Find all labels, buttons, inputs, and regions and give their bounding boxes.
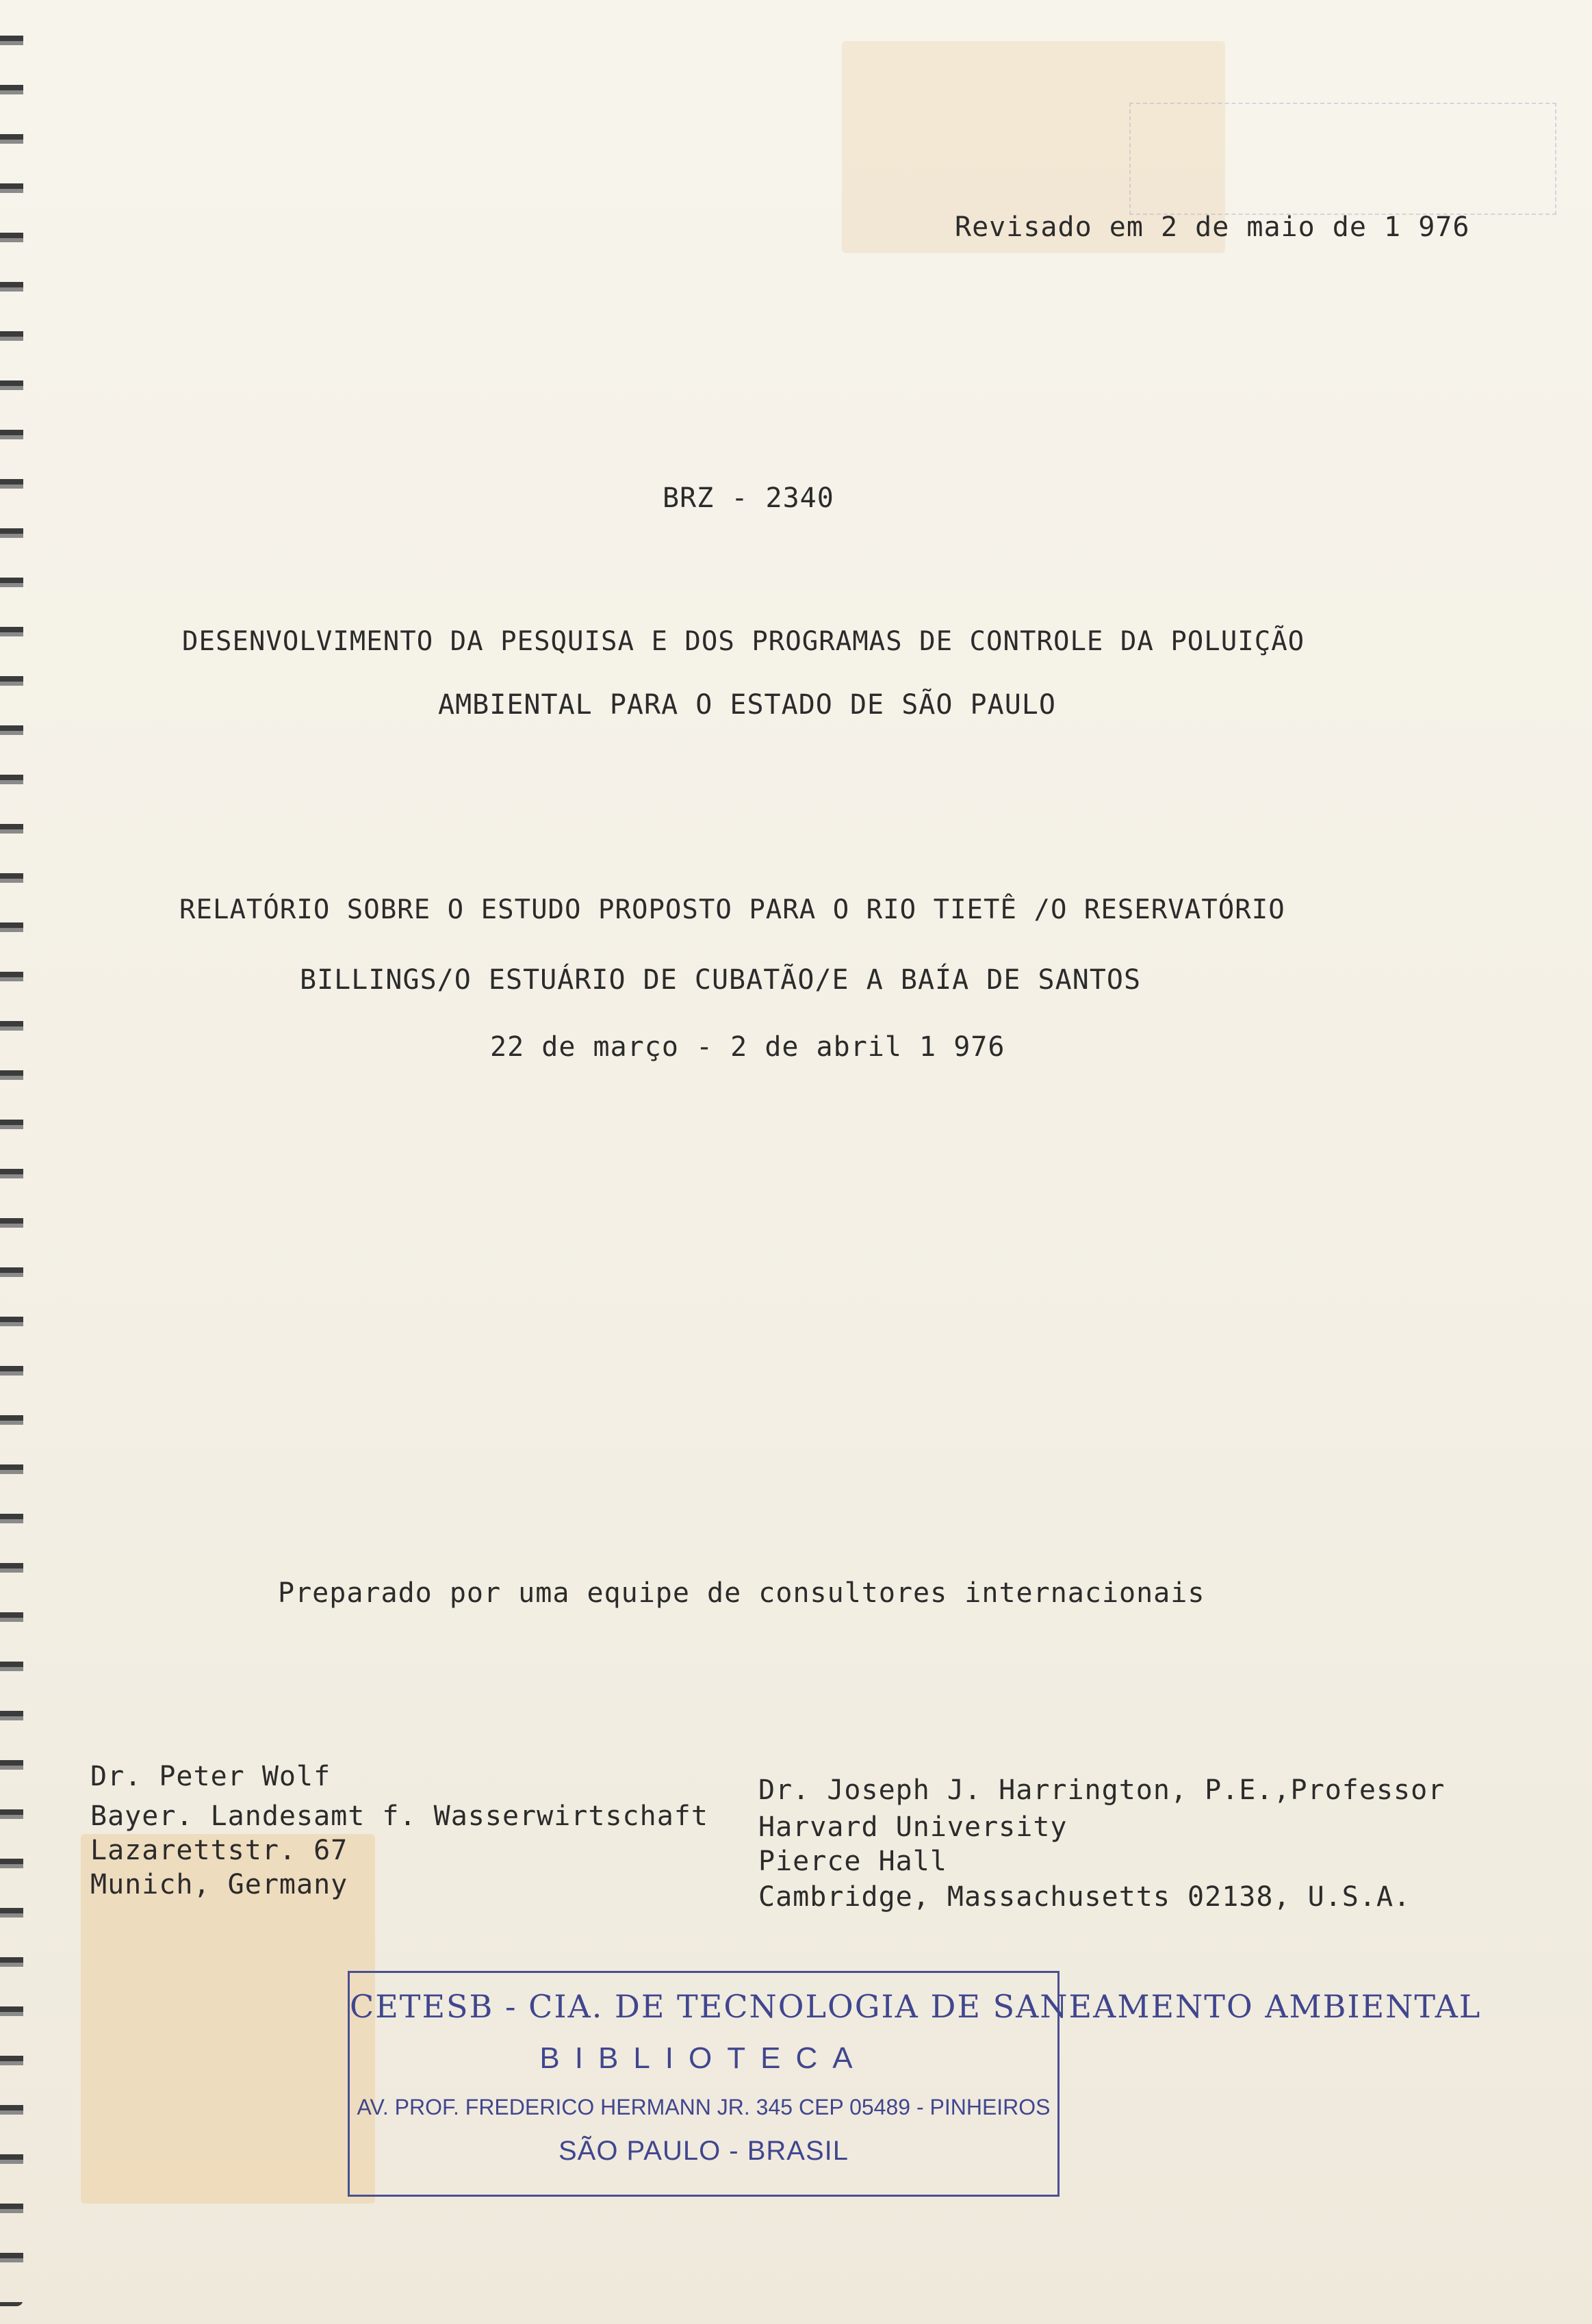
project-code: BRZ - 2340 <box>663 482 834 514</box>
consultant-right-building: Pierce Hall <box>758 1846 947 1877</box>
title-line-1: DESENVOLVIMENTO DA PESQUISA E DOS PROGRAMAS DE CONTROLE DA POLUIÇÃO <box>182 626 1305 657</box>
report-dates: 22 de março - 2 de abril 1 976 <box>490 1031 1005 1063</box>
stamp-institution: CETESB - CIA. DE TECNOLOGIA DE SANEAMENTO AMBIENTAL <box>350 1988 1482 2025</box>
library-stamp <box>348 1971 1482 2197</box>
stamp-address: AV. PROF. FREDERICO HERMANN JR. 345 CEP 05489 - PINHEIROS <box>357 2095 1051 2119</box>
consultant-right-city: Cambridge, Massachusetts 02138, U.S.A. <box>758 1881 1411 1913</box>
report-title-line-2: BILLINGS/O ESTUÁRIO DE CUBATÃO/E A BAÍA DE SANTOS <box>300 964 1142 996</box>
prepared-by: Preparado por uma equipe de consultores internacionais <box>278 1577 1205 1609</box>
title-line-2: AMBIENTAL PARA O ESTADO DE SÃO PAULO <box>438 689 1056 721</box>
library-reference-stamp <box>1129 103 1556 215</box>
consultant-left-org: Bayer. Landesamt f. Wasserwirtschaft <box>90 1800 708 1832</box>
revision-date: Revisado em 2 de maio de 1 976 <box>955 211 1470 243</box>
consultant-right-name: Dr. Joseph J. Harrington, P.E.,Professor <box>758 1774 1446 1806</box>
report-title-line-1: RELATÓRIO SOBRE O ESTUDO PROPOSTO PARA O RIO TIETÊ /O RESERVATÓRIO <box>179 894 1285 925</box>
consultant-left-street: Lazarettstr. 67 <box>90 1835 348 1866</box>
stamp-city: SÃO PAULO - BRASIL <box>558 2136 849 2166</box>
spiral-binding <box>0 21 23 2306</box>
stamp-library: BIBLIOTECA <box>539 2041 868 2075</box>
consultant-left-city: Munich, Germany <box>90 1869 348 1900</box>
consultant-right-org: Harvard University <box>758 1811 1068 1843</box>
consultant-left-name: Dr. Peter Wolf <box>90 1761 331 1792</box>
